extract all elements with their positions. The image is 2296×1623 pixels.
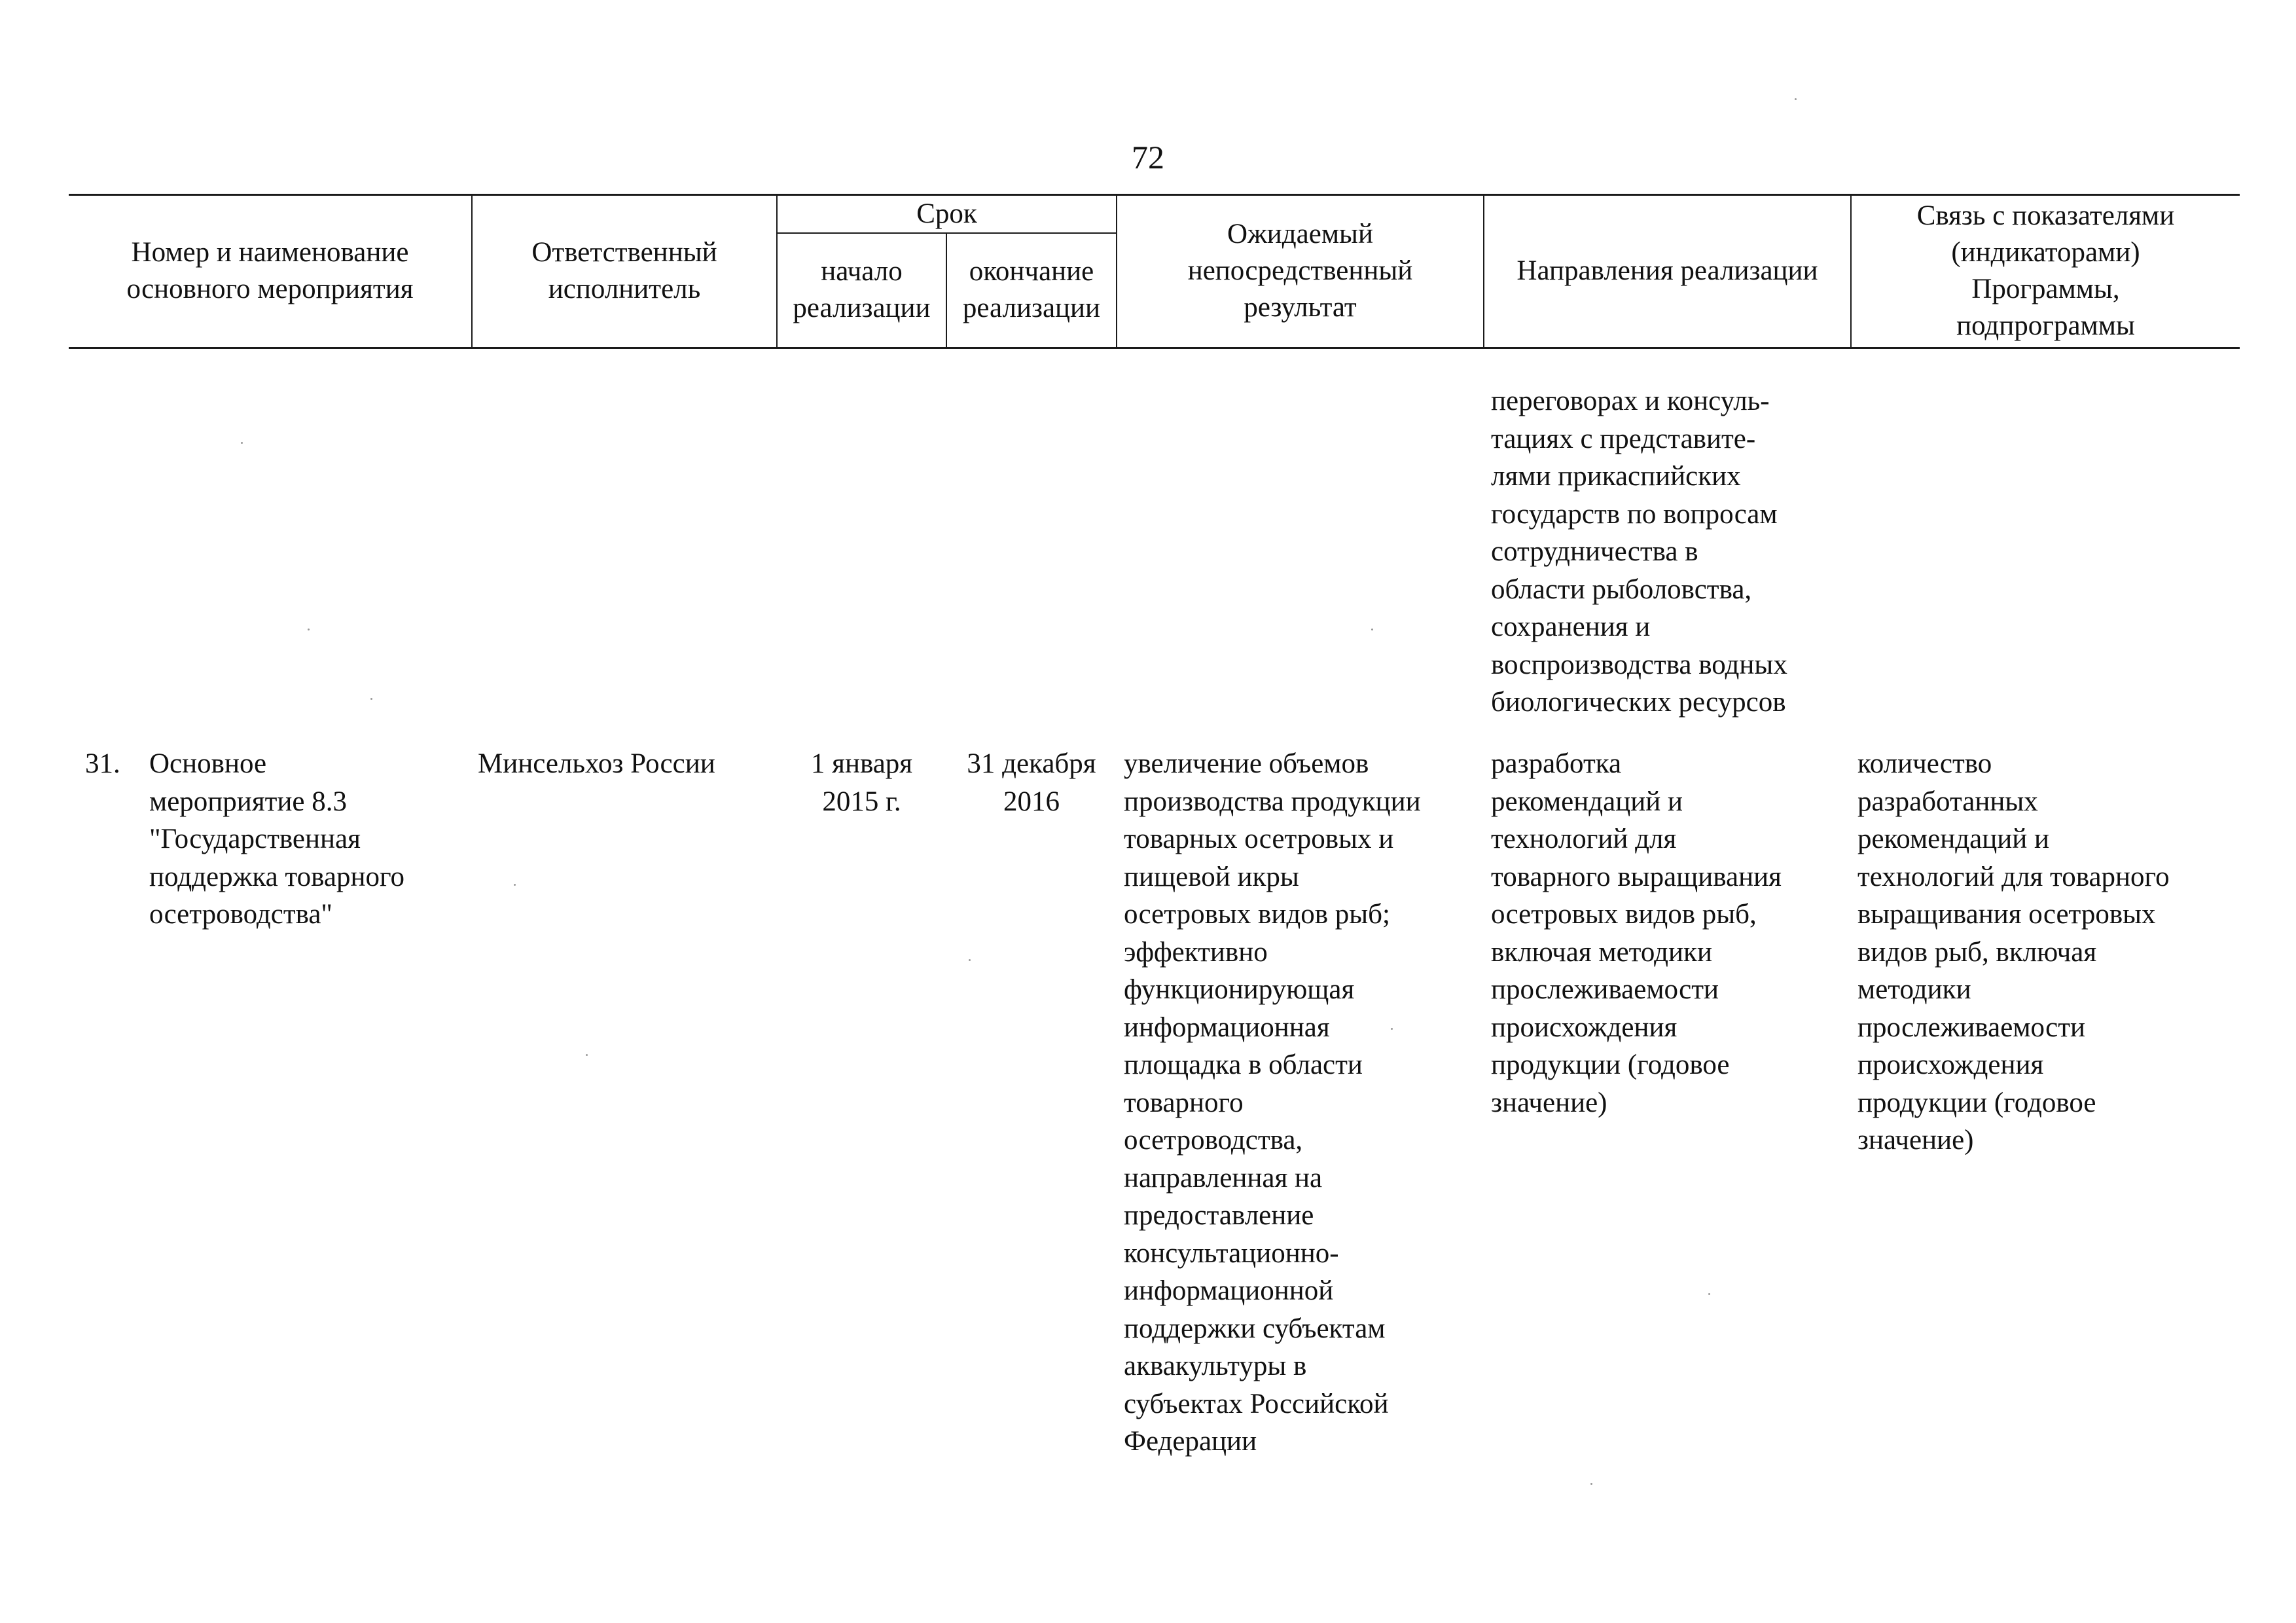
row-indicators: количество разработанных рекомендаций и технологий для товарного выращивания осетровых видов рыб, включая методики прослеживаемости происхождения продукции (годовое значение) — [1857, 748, 2170, 1156]
row-expected-result: увеличение объемов производства продукции товарных осетровых и пищевой икры осетровых видов рыб; эффективно функционирующая информационная площадка в области товарного осетроводства, направленная на предоставление консультационно- информационной поддержки субъектам аквакультуры в субъектах Российской Федерации — [1124, 748, 1421, 1457]
header-number-name — [69, 195, 471, 347]
header-term-start-text: начало реализации — [793, 255, 931, 323]
scan-speck — [1391, 1028, 1393, 1030]
scan-speck — [969, 959, 971, 961]
header-directions — [1484, 195, 1850, 347]
scan-speck — [586, 1054, 588, 1056]
header-indicators — [1852, 195, 2240, 347]
header-result — [1117, 195, 1483, 347]
header-directions-text: Направления реализации — [1516, 255, 1818, 286]
page-number: 72 — [1132, 139, 1164, 175]
scan-speck — [1371, 629, 1373, 630]
row-directions: разработка рекомендаций и технологий для товарного выращивания осетровых видов рыб, включая методики прослеживаемости происхождения продукции (годовое значение) — [1491, 748, 1782, 1118]
scan-speck — [241, 442, 243, 444]
scan-speck — [308, 629, 310, 630]
header-term-end — [947, 252, 1116, 327]
scan-speck — [1590, 1483, 1592, 1485]
row-term-end: 31 декабря 2016 — [967, 748, 1096, 817]
header-term-text: Срок — [916, 198, 977, 229]
header-executor-text: Ответственный исполнитель — [531, 237, 717, 304]
row-number: 31. — [85, 748, 120, 779]
header-term — [778, 195, 1116, 232]
header-term-start — [778, 252, 946, 327]
header-executor — [473, 195, 776, 347]
header-number-name-text: Номер и наименование основного мероприятия — [126, 237, 414, 304]
header-indicators-text: Связь с показателями (индикаторами) Программы, подпрограммы — [1916, 200, 2175, 341]
header-result-text: Ожидаемый непосредственный результат — [1187, 219, 1413, 323]
header-bottom-rule — [69, 347, 2240, 349]
scan-speck — [1795, 98, 1797, 100]
scan-speck — [1708, 1293, 1710, 1295]
row-term-start: 1 января 2015 г. — [810, 748, 913, 817]
continuation-directions: переговорах и консуль- тациях с представите- лями прикаспийских государств по вопросам сотрудничества в области рыболовства, сохранения и воспроизводства водных биологических ресурсов — [1491, 386, 1787, 718]
row-executor: Минсельхоз России — [478, 748, 715, 779]
scan-speck — [514, 884, 516, 886]
row-activity-name: Основное мероприятие 8.3 "Государственная поддержка товарного осетроводства" — [149, 748, 405, 930]
header-term-end-text: окончание реализации — [962, 255, 1101, 323]
scan-speck — [370, 698, 372, 700]
